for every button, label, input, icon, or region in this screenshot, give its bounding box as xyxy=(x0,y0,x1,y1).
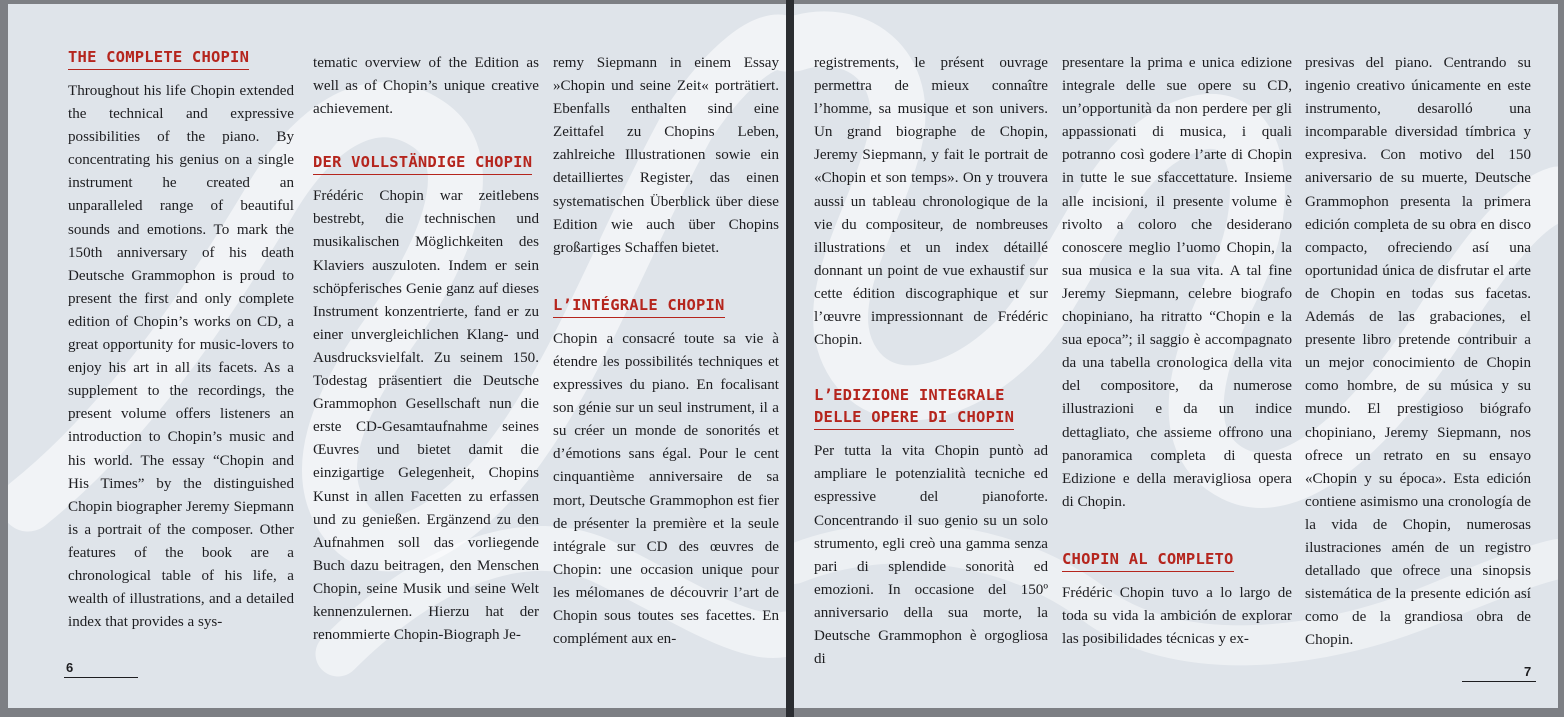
right-page xyxy=(794,4,1558,708)
left-page xyxy=(8,4,786,708)
paragraph-english-continued: tematic overview of the Edition as well as of Chopin’s unique creative achievement. xyxy=(313,55,539,118)
paragraph-spanish-continued: presivas del piano. Centrando su ingenio creativo únicamente en este instrumento, desarolló una incomparable diversidad tímbrica y expresiva. Con motivo del 150 aniversario de su muerte, Deutsche Grammophon presenta la primera edición completa de su obra en disco compacto, ofreciendo así una oportunidad única de disfrutar el arte de Chopin en todas sus facetas. Además de las grabaciones, el presente libro pretende contribuir a un mejor conocimiento de Chopin como hombre, de su música y su mundo. El prestigioso biógrafo chopiniano, Jeremy Siepmann, nos ofrece un retrato en su ensayo «Chopin y su época». Esta edición contiene asimismo una cronología de la vida de Chopin, numerosas ilustraciones amén de un registro detallado que ofrece una sinopsis sistemática de la presente edición así como de la grandiosa obra de Chopin. xyxy=(1305,55,1531,649)
heading-italian: L’EDIZIONE INTEGRALE DELLE OPERE DI CHOPIN xyxy=(814,384,1014,430)
paragraph-english: Throughout his life Chopin extended the technical and expressive possibilities of the piano. By concentrating his genius on a single instrument he created an unparalleled range of beautiful sounds and emotions. To mark the 150th anniversary of his death Deutsche Grammophon is proud to present the first and only complete edition of Chopin’s works on CD, a great opportunity for music-lovers to enjoy his art in all its facets. As a supplement to the recordings, the present volume offers listeners an introduction to Chopin’s music and his world. The essay “Chopin and His Times” by the distinguished Chopin biographer Jeremy Siepmann is a portrait of the composer. Other features of the book are a chronological table of his life, a wealth of illustrations, and a detailed index that provides a sys- xyxy=(68,83,294,631)
paragraph-french-continued: registrements, le présent ouvrage permettra de mieux connaître l’homme, sa musique et son univers. Un grand biographe de Chopin, Jeremy Siepmann, y fait le portrait de «Chopin et son temps». On y trouvera aussi un tableau chronologique de la vie du compositeur, de nombreuses illustrations et un index détaillé donnant un point de vue exhaustif sur cette édition discographique et sur l’œuvre impressionnant de Frédéric Chopin. xyxy=(814,55,1048,349)
page-number-right: 7 xyxy=(1524,664,1532,679)
paragraph-spanish: Frédéric Chopin tuvo a lo largo de toda su vida la ambición de explorar las posibilidades técnicas y ex- xyxy=(1062,584,1292,648)
heading-spanish: CHOPIN AL COMPLETO xyxy=(1062,548,1234,572)
paragraph-italian-continued: presentare la prima e unica edizione integrale delle sue opere su CD, un’opportunità da non perdere per gli appassionati di musica, i quali potranno così godere l’arte di Chopin in tutte le sue sfaccettature. Insieme alle incisioni, il presente volume è rivolto a coloro che desiderano conoscere meglio l’uomo Chopin, la sua musica e la sua vita. A tal fine Jeremy Siepmann, celebre biografo chopiniano, ha ritratto “Chopin e la sua epoca”; il saggio è accompagnato da una tabella cronologica della vita del compositore, da numerose illustrazioni e da un indice dettagliato, che assieme offrono una panoramica completa di questa Edizione e della meravigliosa opera di Chopin. xyxy=(1062,55,1292,510)
column-german xyxy=(313,52,539,647)
paragraph-german: Frédéric Chopin war zeitlebens bestrebt, die technischen und musikalischen Möglichkeiten des Klaviers auszuloten. Indem er sein schöpferisches Genie ganz auf dieses Instrument konzentrierte, fand er zu einer unvergleichlichen Klang- und Ausdrucksvielfalt. Zu seinem 150. Todestag präsentiert die Deutsche Grammophon Gesellschaft nun die erste CD-Gesamtaufnahme seines Œuvres und bietet damit die einzigartige Gelegenheit, Chopins Kunst in allen Facetten zu erfassen und zu genießen. Ergänzend zu den Aufnahmen soll das vorliegende Buch dazu beitragen, den Menschen Chopin, seine Musik und seine Welt kennenzulernen. Hierzu hat der renommierte Chopin-Biograph Je- xyxy=(313,188,539,644)
column-french-continued xyxy=(814,52,1048,671)
column-spanish-continued xyxy=(1305,52,1531,652)
paragraph-french: Chopin a consacré toute sa vie à étendre les possibilités techniques et expressives du piano. En focalisant son génie sur un seul instrument, il a su créer un monde de sonorités et d’émotions sans égal. Pour le cent cinquantième anniversaire de sa mort, Deutsche Grammophon est fier de présenter la première et la seule intégrale sur CD des œuvres de Chopin: une occasion unique pour les mélomanes de découvrir l’art de Chopin sous toutes ses facettes. En complément aux en- xyxy=(553,330,779,648)
heading-german: DER VOLLSTÄNDIGE CHOPIN xyxy=(313,151,532,175)
column-french xyxy=(553,52,779,651)
heading-french: L’INTÉGRALE CHOPIN xyxy=(553,294,725,318)
paragraph-german-continued: remy Siepmann in einem Essay »Chopin und seine Zeit« porträtiert. Ebenfalls enthalten sind eine Zeittafel zu Chopins Leben, zahlreiche Illustrationen sowie ein detailliertes Register, das einen systematischen Überblick über diese Edition wie auch über Chopins großartiges Schaffen bietet. xyxy=(553,55,779,256)
heading-english: THE COMPLETE CHOPIN xyxy=(68,46,249,70)
page-number-rule-left xyxy=(64,677,138,678)
page-number-left: 6 xyxy=(66,660,74,675)
book-gutter xyxy=(786,0,794,717)
page-number-rule-right xyxy=(1462,681,1536,682)
column-italian-continued xyxy=(1062,52,1292,651)
column-english xyxy=(68,46,294,634)
paragraph-italian: Per tutta la vita Chopin puntò ad ampliare le potenzialità tecniche ed espressive del pianoforte. Concentrando il suo genio su un solo strumento, egli creò una gamma senza pari di splendide sonorità ed emozioni. In occasione del 150º anniversario della sua morte, la Deutsche Grammophon è orgogliosa di xyxy=(814,443,1048,668)
